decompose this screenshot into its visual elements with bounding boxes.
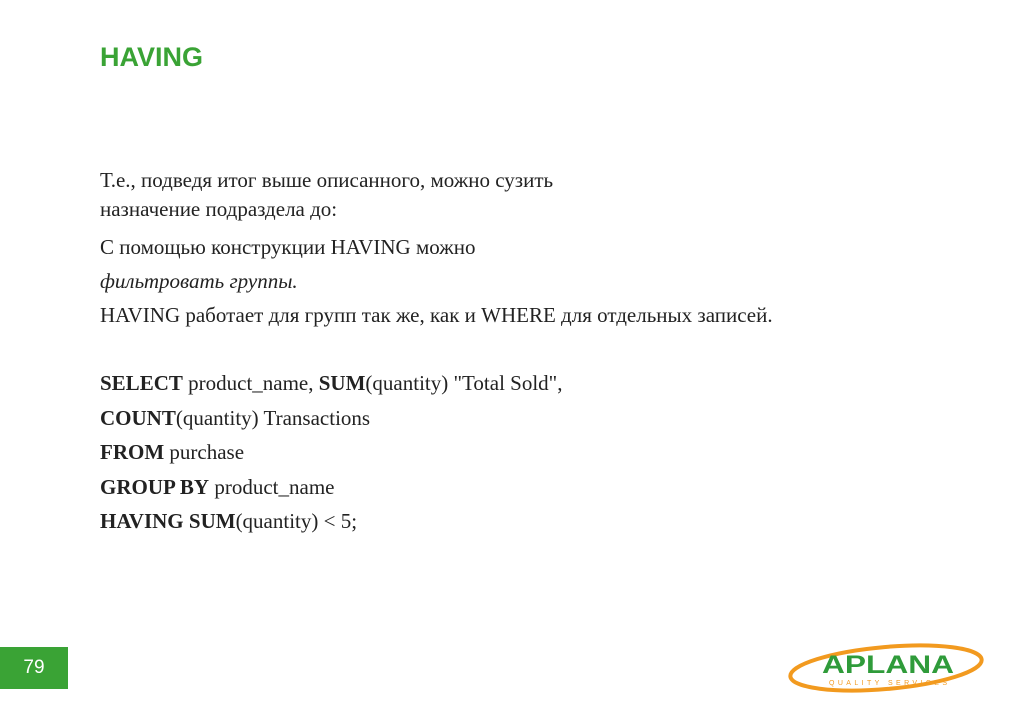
having-line-1: С помощью конструкции HAVING можно [100, 235, 476, 259]
code-keyword: GROUP BY [100, 474, 210, 499]
code-keyword: SELECT [100, 371, 183, 395]
code-keyword: SUM [318, 371, 366, 395]
code-text: purchase [164, 440, 245, 464]
having-where-line: HAVING работает для групп так же, как и WHERE для отдельных записей. [100, 303, 773, 327]
code-text: product_name, [182, 371, 319, 395]
having-line-2: фильтровать группы. [100, 269, 298, 293]
code-text: product_name [209, 474, 335, 499]
code-line-group-by [100, 470, 960, 505]
code-keyword: FROM [100, 440, 165, 464]
code-text: (quantity) "Total Sold", [365, 371, 563, 395]
code-keyword: SUM [188, 509, 236, 533]
summary-line-2: назначение подраздела до: [100, 197, 338, 221]
aplana-logo [788, 642, 988, 694]
summary-line-1: Т.е., подведя итог выше описанного, можно сузить [100, 168, 554, 192]
code-text: (quantity) < 5; [235, 509, 358, 533]
code-line-count [100, 401, 960, 436]
logo-tagline: QUALITY SERVICES [829, 680, 947, 687]
slide-body [100, 166, 960, 539]
code-line-having [100, 504, 960, 539]
sql-code-block [100, 366, 960, 539]
code-keyword: COUNT [100, 405, 176, 430]
code-line-select [100, 366, 960, 401]
page-number-badge: 79 [0, 647, 68, 689]
logo-name: APLANA [822, 651, 954, 679]
code-line-from [100, 435, 960, 470]
code-text: (quantity) Transactions [175, 405, 371, 430]
slide-title: HAVING [100, 42, 204, 72]
code-keyword: HAVING [100, 509, 184, 533]
